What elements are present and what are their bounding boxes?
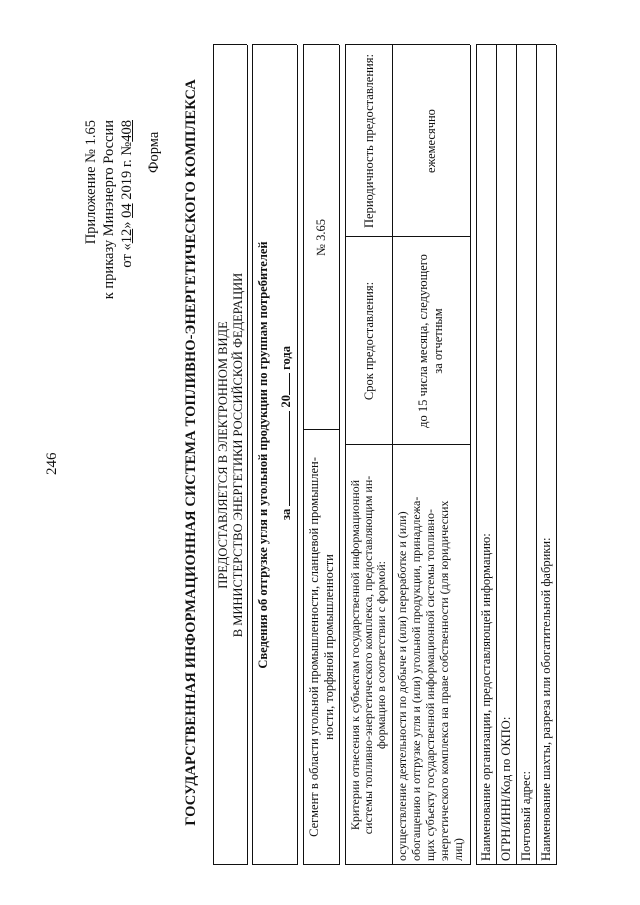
period-blank xyxy=(278,411,290,506)
report-period: за 20 года xyxy=(279,346,293,520)
appendix-date-line: от «12» 04 2019 г. №408 xyxy=(119,120,135,268)
frequency-header: Периодичность предоставления: xyxy=(362,54,376,228)
criteria-header-line2: системы топливно-энергетического комплекса, предоставляющим ин- xyxy=(361,475,375,835)
org-ids-field: ОГРН/ИНН/Код по ОКПО: xyxy=(499,716,513,861)
deadline-header: Срок предоставления: xyxy=(362,281,376,401)
date-day: 12 xyxy=(119,228,135,244)
page-number: 246 xyxy=(44,452,60,475)
criteria-value-line1: осуществление деятельности по добыче и (или) переработке и (или) xyxy=(395,511,409,861)
segment-value: № 3.65 xyxy=(314,219,328,256)
appendix-title: Приложение № 1.65 xyxy=(83,120,99,245)
org-name-field: Наименование организации, предоставляющей информацию: xyxy=(479,533,493,861)
criteria-value-line2: обогащению и отгрузке угля и (или) угольной продукции, принадлежа- xyxy=(409,496,423,861)
segment-label-line2: ности, торфяной промышленности xyxy=(322,554,336,740)
period-year-blank xyxy=(278,373,290,395)
submitted-line1: ПРЕДОСТАВЛЯЕТСЯ В ЭЛЕКТРОННОМ ВИДЕ xyxy=(216,321,230,589)
deadline-value-line1: до 15 числа месяца, следующего xyxy=(416,254,430,428)
mine-name-field: Наименование шахты, разреза или обогатительной фабрики: xyxy=(539,537,553,861)
appendix-block xyxy=(82,120,136,420)
criteria-value-line5: лиц) xyxy=(451,838,465,861)
segment-label-line1: Сегмент в области угольной промышленности, сланцевой промышлен- xyxy=(307,457,321,837)
criteria-header-line3: формацию в соответствии с формой: xyxy=(374,561,388,749)
main-title: ГОСУДАРСТВЕННАЯ ИНФОРМАЦИОННАЯ СИСТЕМА ТОПЛИВНО-ЭНЕРГЕТИЧЕСКОГО КОМПЛЕКСА xyxy=(183,79,199,826)
report-title: Сведения об отгрузке угля и угольной продукции по группам потребителей xyxy=(256,241,270,669)
criteria-header-line1: Критерии отнесения к субъектам государственной информационной xyxy=(348,479,362,831)
date-month: 04 xyxy=(119,203,135,218)
frequency-value: ежемесячно xyxy=(424,109,438,173)
submitted-line2: В МИНИСТЕРСТВО ЭНЕРГЕТИКИ РОССИЙСКОЙ ФЕДЕРАЦИИ xyxy=(231,272,245,638)
form-label: Форма xyxy=(146,131,162,173)
order-number: 408 xyxy=(119,120,135,142)
deadline-value-line2: за отчетным xyxy=(431,308,445,374)
criteria-value-line3: щих субъекту государственной информационной системы топливно- xyxy=(423,509,437,861)
postal-address-field: Почтовый адрес: xyxy=(519,771,533,861)
appendix-order-ref: к приказу Минэнерго России xyxy=(101,120,117,300)
criteria-value-line4: энергетического комплекса на праве собственности (для юридических xyxy=(437,500,451,861)
